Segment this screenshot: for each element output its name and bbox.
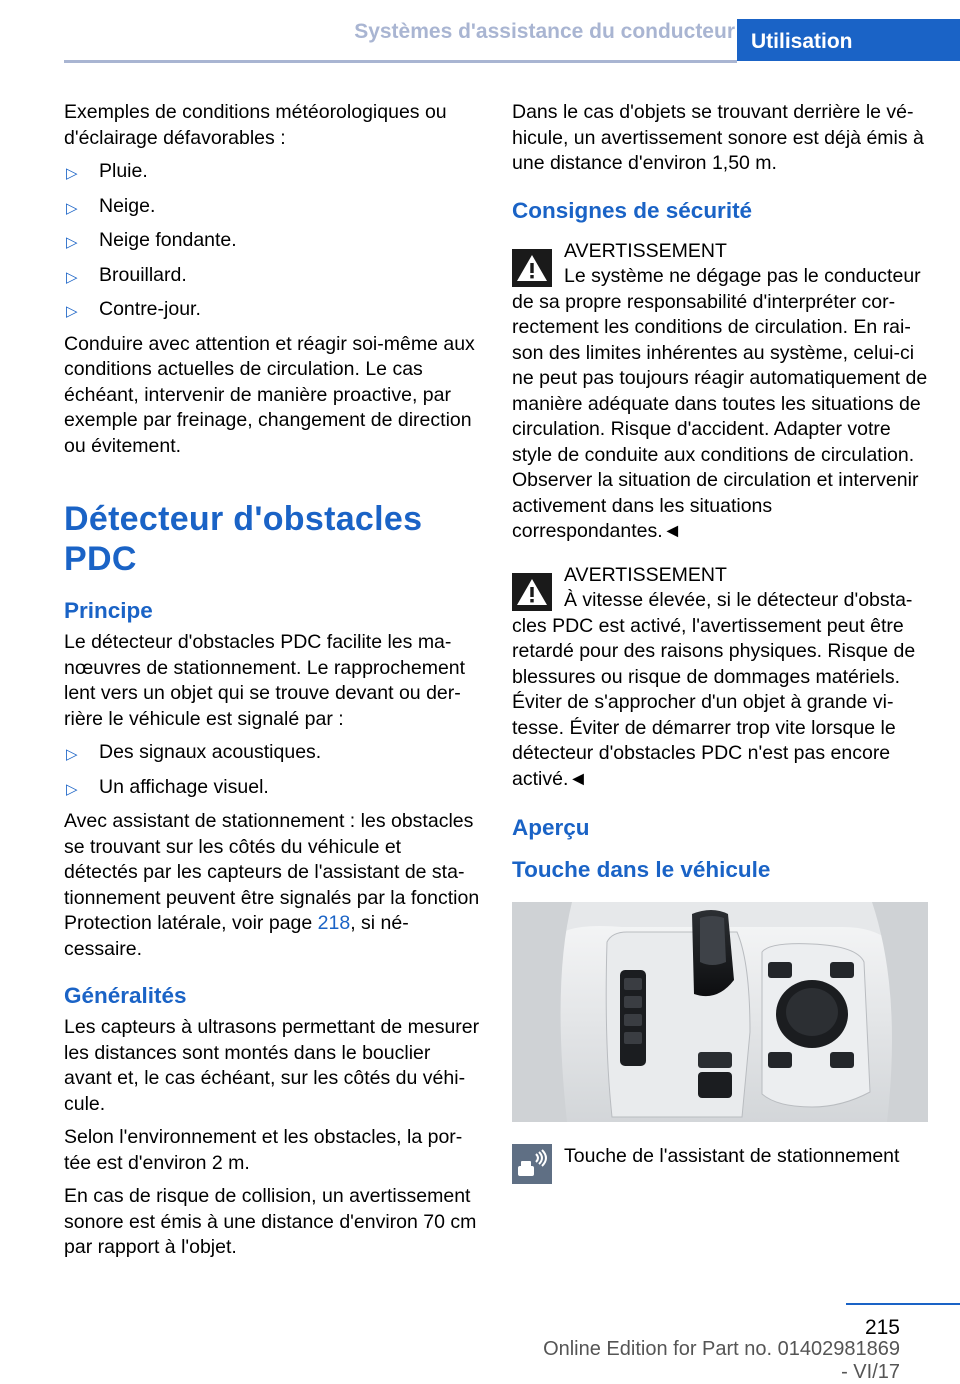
list-item-text: Contre-jour. bbox=[99, 298, 201, 320]
overview-heading: Aperçu bbox=[512, 815, 590, 840]
edition-footer: Online Edition for Part no. 01402981869 - VI/17 bbox=[543, 1338, 900, 1383]
caption-text: Touche de l'assistant de stationnement bbox=[564, 1145, 900, 1167]
principle-heading: Principe bbox=[64, 598, 153, 623]
warning-title: AVERTISSEMENT bbox=[564, 239, 727, 262]
warning-text: Le système ne dégage pas le conducteur de sa propre responsabilité d'interpréter correctement les conditions de circulation. En raison des limites inhérentes au système, celui-ci ne peut pas toujours réagir automatiquement de manière adéquate dans toutes les situations de circulation. Risque d'accident. Adapter votre style de conduite aux conditions de circulation. Observer la situation de circulation et intervenir activement dans les situations correspondantes.◄ bbox=[512, 265, 928, 542]
safety-heading: Consignes de sécurité bbox=[512, 197, 753, 223]
list-item bbox=[64, 297, 480, 323]
list-item bbox=[64, 263, 480, 289]
triangle-right-icon: ▷ bbox=[66, 268, 78, 286]
general-paragraph-1: Les capteurs à ultrasons permettant de mesurer les distances sont montés dans le bouclier avant et, le cas échéant, sur les côtés du véhicule. bbox=[64, 1016, 480, 1115]
triangle-right-icon: ▷ bbox=[66, 199, 78, 217]
warning-triangle-icon bbox=[512, 573, 552, 611]
warning-triangle-icon bbox=[512, 249, 552, 287]
list-item-text: Des signaux acoustiques. bbox=[99, 741, 322, 763]
triangle-right-icon: ▷ bbox=[66, 746, 78, 763]
weather-list bbox=[64, 159, 480, 323]
warning-box bbox=[512, 239, 930, 545]
assistant-paragraph bbox=[64, 809, 480, 962]
button-heading: Touche dans le véhicule bbox=[512, 857, 771, 882]
signal-list bbox=[64, 740, 480, 800]
park-assist-icon bbox=[512, 1144, 552, 1184]
header-divider bbox=[64, 60, 737, 63]
right-column bbox=[512, 100, 930, 1184]
list-item bbox=[64, 775, 480, 801]
header-section-title: Systèmes d'assistance du conducteur bbox=[354, 20, 735, 43]
list-item-text: Neige. bbox=[99, 194, 156, 217]
list-item bbox=[64, 159, 480, 185]
general-paragraph-3: En cas de risque de collision, un avertissement sonore est émis à une distance d'environ 70 cm par rapport à l'objet. bbox=[64, 1185, 477, 1258]
list-item bbox=[64, 740, 480, 766]
warning-title: AVERTISSEMENT bbox=[564, 563, 727, 586]
page-number: 215 bbox=[864, 1316, 900, 1339]
list-item-text: Un affichage visuel. bbox=[99, 775, 269, 798]
left-column bbox=[64, 100, 480, 1269]
list-item bbox=[64, 194, 480, 220]
center-console-photo bbox=[512, 902, 928, 1122]
triangle-right-icon: ▷ bbox=[66, 303, 78, 320]
driving-note: Conduire avec attention et réagir soi-même aux conditions actuelles de circulation. Le cas échéant, intervenir de manière proactive, par exemple par freinage, changement de direction ou évitement. bbox=[64, 332, 475, 457]
list-item-text: Neige fondante. bbox=[99, 229, 237, 251]
list-item bbox=[64, 228, 480, 254]
warning-text: À vitesse élevée, si le détecteur d'obstacles PDC est activé, l'avertissement peut être retardé pour des raisons physiques. Risque de blessures ou risque de dommages matériels. Éviter de s'approcher d'un objet à grande vitesse. Éviter de démarrer trop vite lorsque le détecteur d'obstacles PDC n'est pas encore activé.◄ bbox=[512, 589, 916, 790]
triangle-right-icon: ▷ bbox=[66, 165, 78, 182]
park-assist-caption bbox=[512, 1142, 930, 1184]
header-chapter-tab: Utilisation bbox=[737, 19, 960, 61]
assistant-text-end: , si nécessaire. bbox=[64, 912, 409, 960]
main-section-title: Détecteur d'obstacles PDC bbox=[64, 500, 423, 578]
list-item-text: Brouillard. bbox=[99, 263, 187, 286]
warning-box bbox=[512, 563, 930, 793]
triangle-right-icon: ▷ bbox=[66, 780, 78, 798]
weather-intro: Exemples de conditions météorologiques ou d'éclairage défavorables : bbox=[64, 101, 447, 149]
general-paragraph-2: Selon l'environnement et les obstacles, la portée est d'environ 2 m. bbox=[64, 1126, 463, 1174]
page-reference-link[interactable]: 218 bbox=[317, 912, 351, 934]
assistant-text: Avec assistant de stationnement : les obstacles se trouvant sur les côtés du véhicule et détectés par les capteurs de l'assistant de stationnement peuvent être signalés par la fonction Protection latérale, voir page bbox=[64, 810, 480, 934]
rear-distance-text: Dans le cas d'objets se trouvant derrière le véhicule, un avertissement sonore est déjà émis à une distance d'environ 1,50 m. bbox=[512, 101, 924, 174]
list-item-text: Pluie. bbox=[99, 160, 148, 182]
footer-divider bbox=[846, 1303, 960, 1305]
page-header bbox=[0, 0, 960, 62]
general-heading: Généralités bbox=[64, 983, 187, 1008]
principle-text: Le détecteur d'obstacles PDC facilite les manœuvres de stationnement. Le rapprochement lent vers un objet qui se trouve devant ou derrière le véhicule est signalé par : bbox=[64, 631, 466, 730]
triangle-right-icon: ▷ bbox=[66, 234, 78, 251]
